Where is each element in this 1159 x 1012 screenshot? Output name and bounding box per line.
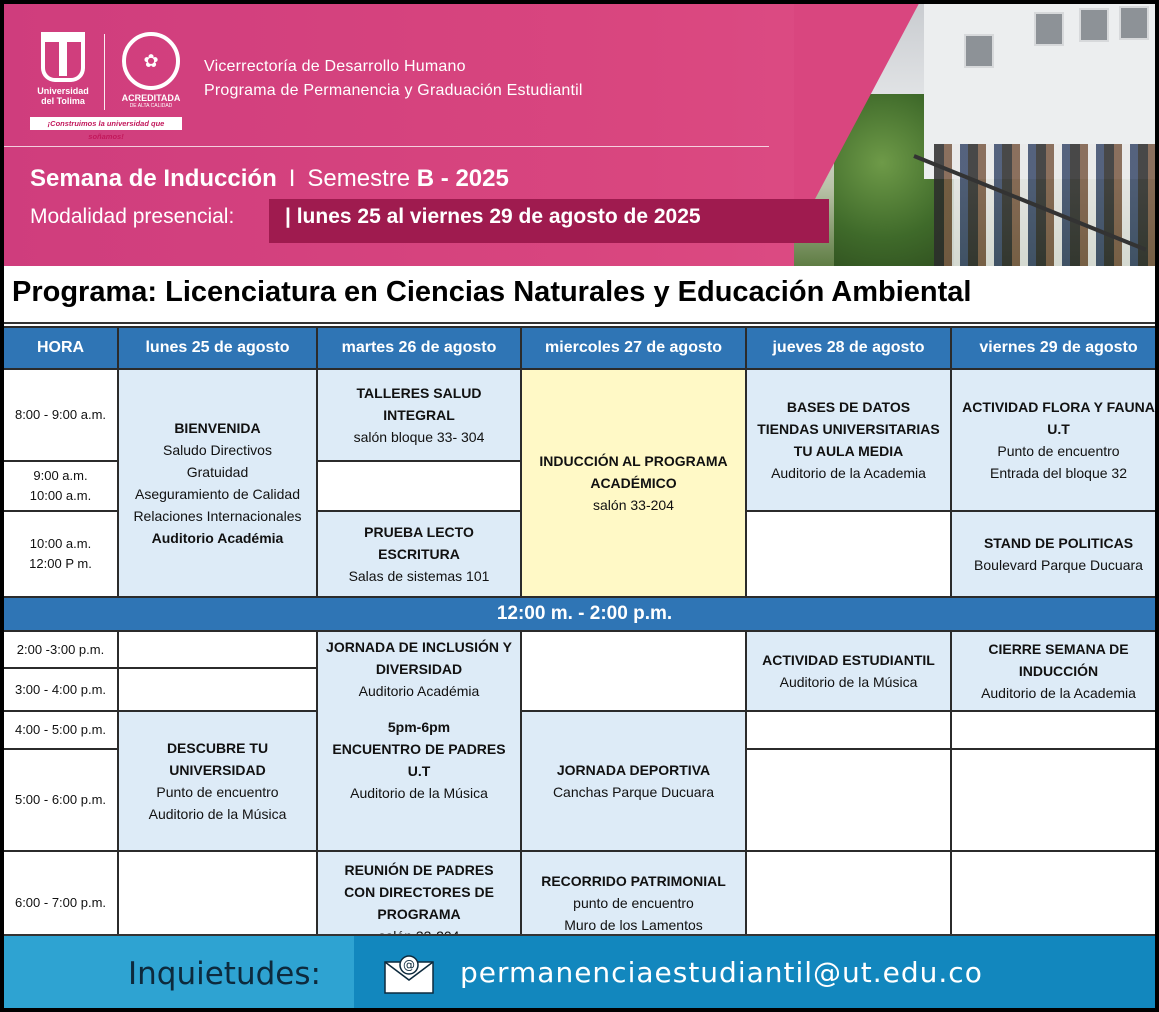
hour-5-6: 5:00 - 6:00 p.m. xyxy=(4,750,117,850)
event-bases-datos: BASES DE DATOS TIENDAS UNIVERSITARIAS TU AULA MEDIA Auditorio de la Academia xyxy=(747,370,950,510)
empty-cell xyxy=(747,750,950,850)
event-title xyxy=(30,165,509,193)
slogan: ¡Construimos la universidad que soñamos! xyxy=(30,117,182,130)
semestre-label: Semestre xyxy=(307,165,411,192)
event-stand-politicas: STAND DE POLITICAS Boulevard Parque Ducuara xyxy=(952,512,1159,596)
empty-cell xyxy=(318,462,520,510)
header-lunes: lunes 25 de agosto xyxy=(119,328,316,368)
event-jornada-deportiva: JORNADA DEPORTIVA Canchas Parque Ducuara xyxy=(522,712,745,850)
event-inclusion-diversidad: JORNADA DE INCLUSIÓN Y DIVERSIDAD Auditorio Académia 5pm-6pm ENCUENTRO DE PADRES U.T Auditorio de la Música xyxy=(318,632,520,850)
event-descubre-universidad: DESCUBRE TU UNIVERSIDAD Punto de encuentro Auditorio de la Música xyxy=(119,712,316,850)
programa-permanencia-label: Programa de Permanencia y Graduación Estudiantil xyxy=(204,82,583,99)
header-jueves: jueves 28 de agosto xyxy=(747,328,950,368)
hour-4-5: 4:00 - 5:00 p.m. xyxy=(4,712,117,748)
event-recorrido-patrimonial: RECORRIDO PATRIMONIAL punto de encuentro Muro de los Lamentos xyxy=(522,852,745,953)
empty-cell xyxy=(522,632,745,710)
accreditation-seal-icon: ✿ xyxy=(122,32,180,90)
hour-6-7: 6:00 - 7:00 p.m. xyxy=(4,852,117,953)
event-dates: | lunes 25 al viernes 29 de agosto de 2025 xyxy=(269,199,829,243)
semana-label: Semana de Inducción xyxy=(30,165,277,192)
header-divider xyxy=(4,146,769,147)
empty-cell xyxy=(952,750,1159,850)
event-talleres-salud: TALLERES SALUD INTEGRAL salón bloque 33- 304 xyxy=(318,370,520,460)
event-reunion-padres: REUNIÓN DE PADRES CON DIRECTORES DE PROGRAMA xyxy=(318,852,520,953)
program-title: Programa: Licenciatura en Ciencias Naturales y Educación Ambiental xyxy=(12,276,972,308)
svg-text:@: @ xyxy=(403,958,415,972)
event-flora-fauna: ACTIVIDAD FLORA Y FAUNA U.T Punto de encuentro Entrada del bloque 32 xyxy=(952,370,1159,510)
event-cierre-semana: CIERRE SEMANA DE INDUCCIÓN Auditorio de la Academia xyxy=(952,632,1159,710)
hour-9-10: 9:00 a.m. 10:00 a.m. xyxy=(4,462,117,510)
hour-2-3: 2:00 -3:00 p.m. xyxy=(4,632,117,667)
hour-8-9: 8:00 - 9:00 a.m. xyxy=(4,370,117,460)
header-viernes: viernes 29 de agosto xyxy=(952,328,1159,368)
footer-label-panel xyxy=(4,936,354,1012)
program-bar xyxy=(4,266,1155,324)
accreditation-title: ACREDITADA xyxy=(121,93,181,103)
header-banner xyxy=(4,4,1155,266)
hour-10-12: 10:00 a.m. 12:00 P m. xyxy=(4,512,117,596)
inquietudes-label: Inquietudes: xyxy=(128,956,321,992)
header-martes: martes 26 de agosto xyxy=(318,328,520,368)
accreditation-subtitle: DE ALTA CALIDAD xyxy=(129,103,173,109)
empty-cell xyxy=(119,669,316,710)
accreditation-logo xyxy=(116,32,186,109)
envelope-at-icon xyxy=(384,954,434,994)
contact-footer xyxy=(4,934,1155,1012)
semestre-value: B - 2025 xyxy=(416,165,509,192)
logo-university-name: Universidad del Tolima xyxy=(37,86,89,106)
schedule-table xyxy=(4,326,1155,934)
campus-photo xyxy=(794,4,1155,266)
header-miercoles: miercoles 27 de agosto xyxy=(522,328,745,368)
empty-cell xyxy=(119,632,316,667)
logo-divider xyxy=(104,34,105,110)
vicerrectoria-label: Vicerrectoría de Desarrollo Humano xyxy=(204,58,466,75)
hour-3-4: 3:00 - 4:00 p.m. xyxy=(4,669,117,710)
modalidad-label: Modalidad presencial: xyxy=(30,205,235,228)
event-actividad-estudiantil: ACTIVIDAD ESTUDIANTIL Auditorio de la Música xyxy=(747,632,950,710)
university-logo xyxy=(30,32,96,116)
title-separator: I xyxy=(288,165,296,192)
event-induccion-programa: INDUCCIÓN AL PROGRAMA ACADÉMICO salón 33-204 xyxy=(522,370,745,596)
contact-email-link[interactable]: permanenciaestudiantil@ut.edu.co xyxy=(460,956,983,989)
lunch-break-row: 12:00 m. - 2:00 p.m. xyxy=(4,598,1159,630)
ut-logo-icon xyxy=(41,32,85,82)
empty-cell xyxy=(952,712,1159,748)
event-prueba-lecto: PRUEBA LECTO ESCRITURA Salas de sistemas 101 xyxy=(318,512,520,596)
event-bienvenida: BIENVENIDA Saludo Directivos Gratuidad Aseguramiento de Calidad Relaciones Internacionales Auditorio Académia xyxy=(119,370,316,596)
header-hora: HORA xyxy=(4,328,117,368)
empty-cell xyxy=(747,512,950,596)
empty-cell xyxy=(747,712,950,748)
